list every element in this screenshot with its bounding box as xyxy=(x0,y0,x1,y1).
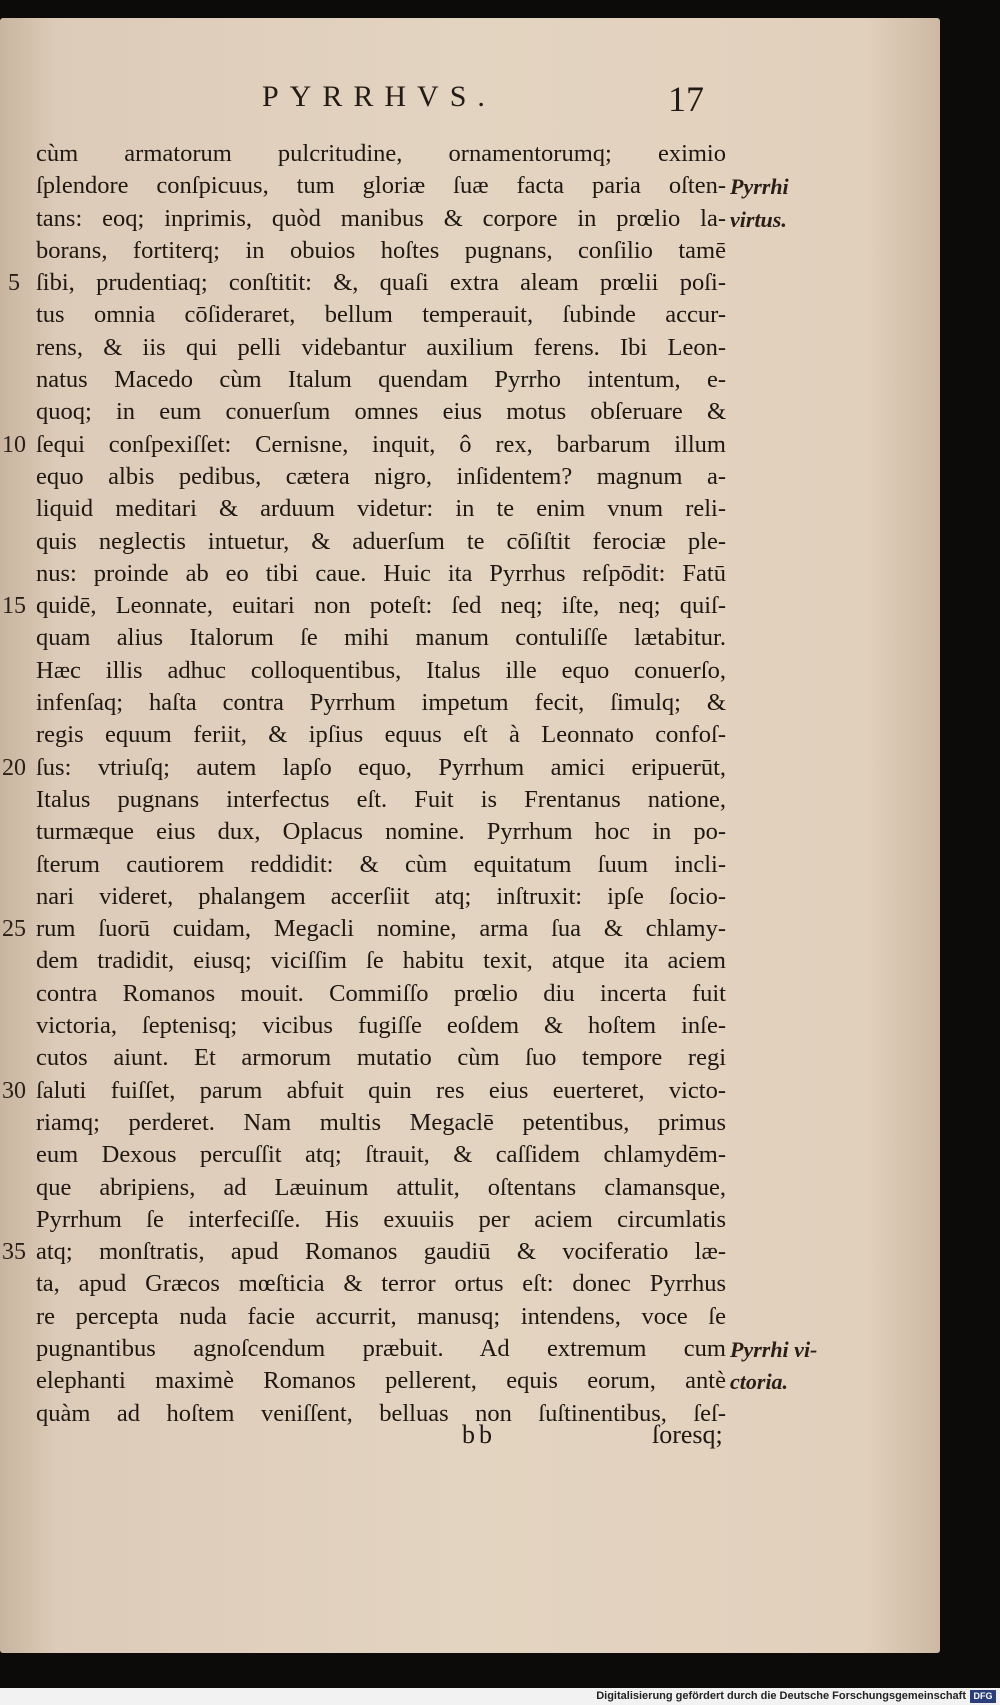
text-line: ſterum cautiorem reddidit: & cùm equitatum ſuum incli- xyxy=(36,850,726,878)
margin-note: virtus. xyxy=(730,206,787,232)
text-line: borans, fortiterq; in obuios hoſtes pugnans, conſilio tamē xyxy=(36,236,726,264)
text-line: victoria, ſeptenisq; vicibus fugiſſe eoſdem & hoſtem inſe- xyxy=(36,1012,726,1040)
text-line: regis equum feriit, & ipſius equus eſt à Leonnato confoſ- xyxy=(36,721,726,749)
text-line: quidē, Leonnate, euitari non poteſt: ſed neq; iſte, neq; quiſ- xyxy=(36,592,726,620)
text-line: riamq; perderet. Nam multis Megaclē petentibus, primus xyxy=(36,1108,726,1136)
page-header xyxy=(0,80,940,126)
text-line: eum Dexous percuſſit atq; ſtrauit, & caſſidem chlamydēm- xyxy=(36,1141,726,1169)
text-line: re percepta nuda facie accurrit, manusq; intendens, voce ſe xyxy=(36,1302,726,1330)
catchword: ſoresq; xyxy=(652,1420,723,1449)
text-line: elephanti maximè Romanos pellerent, equis eorum, antè xyxy=(36,1367,726,1395)
text-line: equo albis pedibus, cætera nigro, inſidentem? magnum a- xyxy=(36,462,726,490)
margin-note: Pyrrhi vi- xyxy=(730,1337,818,1363)
book-page xyxy=(0,18,940,1653)
text-line: quam alius Italorum ſe mihi manum contuliſſe lætabitur. xyxy=(36,624,726,652)
text-line: cùm armatorum pulcritudine, ornamentorumq; eximio xyxy=(36,140,726,167)
text-line: ſplendore conſpicuus, tum gloriæ ſuæ facta paria oſten- xyxy=(36,172,726,200)
line-number: 15 xyxy=(2,593,26,620)
text-line: pugnantibus agnoſcendum præbuit. Ad extremum cum xyxy=(36,1334,726,1362)
margin-note: ctoria. xyxy=(730,1369,789,1395)
text-line: cutos aiunt. Et armorum mutatio cùm ſuo tempore regi xyxy=(36,1044,726,1072)
text-line: nari videret, phalangem accerſiit atq; inſtruxit: ipſe ſocio- xyxy=(36,882,726,910)
text-line: Pyrrhum ſe interfeciſſe. His exuuiis per aciem circumlatis xyxy=(36,1205,726,1233)
credit-text: Digitalisierung gefördert durch die Deutsche Forschungsgemeinschaft xyxy=(596,1690,966,1702)
text-line: infenſaq; haſta contra Pyrrhum impetum fecit, ſimulq; & xyxy=(36,689,726,717)
margin-note: Pyrrhi xyxy=(730,174,789,200)
text-line: Hæc illis adhuc colloquentibus, Italus ille equo conuerſo, xyxy=(36,656,726,684)
text-line: liquid meditari & arduum videtur: in te enim vnum reli- xyxy=(36,495,726,523)
text-line: contra Romanos mouit. Commiſſo prœlio diu incerta fuit xyxy=(36,979,726,1007)
text-line: quàm ad hoſtem veniſſent, belluas non ſuſtinentibus, ſeſ- xyxy=(36,1399,726,1427)
text-line: nus: proinde ab eo tibi caue. Huic ita Pyrrhus reſpōdit: Fatū xyxy=(36,559,726,587)
line-number: 20 xyxy=(2,754,26,781)
page-footer xyxy=(0,1420,940,1454)
text-line: tus omnia cōſideraret, bellum temperauit, ſubinde accur- xyxy=(36,301,726,329)
text-line: ſibi, prudentiaq; conſtitit: &, quaſi extra aleam prœlii poſi- xyxy=(36,269,726,297)
line-number: 10 xyxy=(2,431,26,458)
page-number: 17 xyxy=(668,79,704,119)
line-number: 5 xyxy=(8,270,20,297)
line-number: 35 xyxy=(2,1239,26,1266)
text-line: ſaluti fuiſſet, parum abfuit quin res eius euerteret, victo- xyxy=(36,1076,726,1104)
text-line: que abripiens, ad Læuinum attulit, oſtentans clamansque, xyxy=(36,1173,726,1201)
text-line: tans: eoq; inprimis, quòd manibus & corpore in prœlio la- xyxy=(36,204,726,232)
text-line: natus Macedo cùm Italum quendam Pyrrho intentum, e- xyxy=(36,366,726,394)
running-head: PYRRHVS. xyxy=(262,80,496,113)
text-line: quis neglectis intuetur, & aduerſum te cōſiſtit ferociæ ple- xyxy=(36,527,726,555)
text-line: Italus pugnans interfectus eſt. Fuit is Frentanus natione, xyxy=(36,785,726,813)
text-line: turmæque eius dux, Oplacus nomine. Pyrrhum hoc in po- xyxy=(36,818,726,846)
dfg-logo: DFG xyxy=(970,1690,996,1703)
text-line: ſequi conſpexiſſet: Cernisne, inquit, ô rex, barbarum illum xyxy=(36,430,726,458)
text-line: dem tradidit, eiusq; viciſſim ſe habitu texit, atque ita aciem xyxy=(36,947,726,975)
text-line: rum ſuorū cuidam, Megacli nomine, arma ſua & chlamy- xyxy=(36,915,726,943)
text-line: quoq; in eum conuerſum omnes eius motus obſeruare & xyxy=(36,398,726,426)
credit-bar xyxy=(0,1688,1000,1705)
text-line: ta, apud Græcos mœſticia & terror ortus eſt: donec Pyrrhus xyxy=(36,1270,726,1298)
text-line: ſus: vtriuſq; autem lapſo equo, Pyrrhum amici eripuerūt, xyxy=(36,753,726,781)
text-line: atq; monſtratis, apud Romanos gaudiū & vociferatio læ- xyxy=(36,1238,726,1266)
line-number: 30 xyxy=(2,1077,26,1104)
main-text-block xyxy=(36,138,726,1430)
text-line: rens, & iis qui pelli videbantur auxilium ferens. Ibi Leon- xyxy=(36,333,726,361)
line-number: 25 xyxy=(2,916,26,943)
signature-mark: bb xyxy=(462,1420,496,1449)
